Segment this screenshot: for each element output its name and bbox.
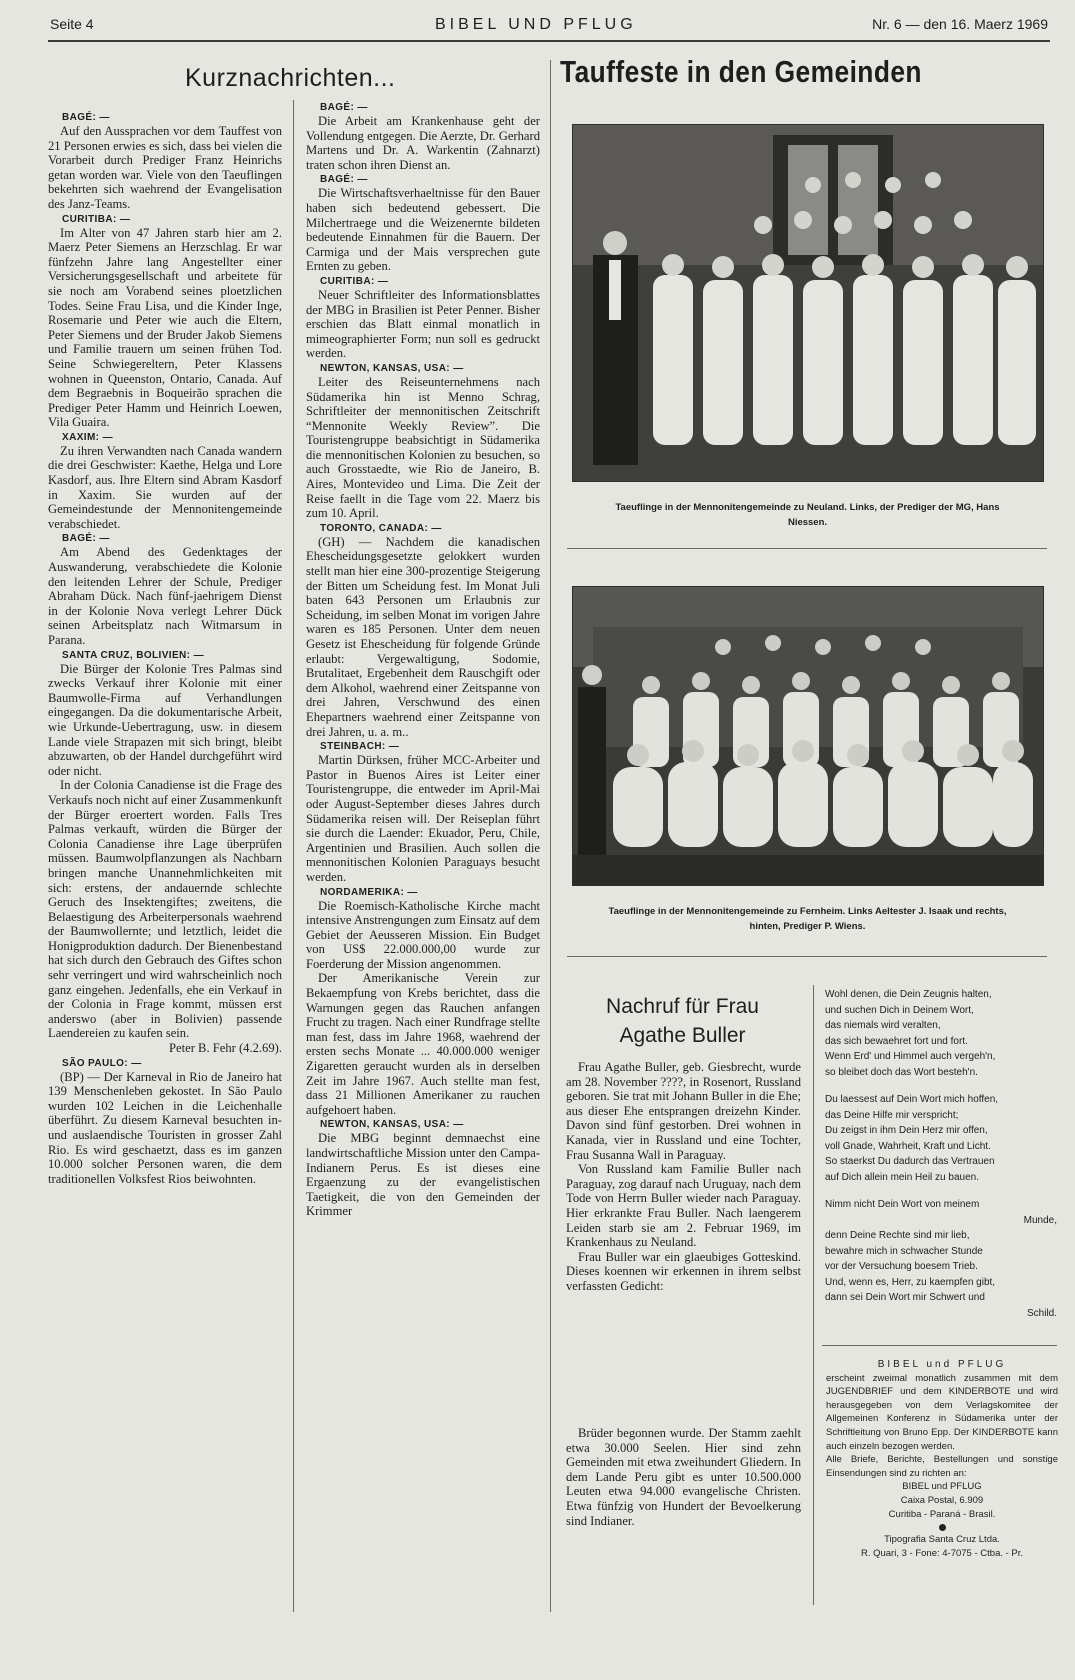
dateline: STEINBACH: — <box>320 741 400 753</box>
nachruf-poem <box>825 987 1057 1321</box>
bullet-dot-icon <box>939 1524 946 1531</box>
section-rule-2 <box>567 956 1047 957</box>
tauffeste-heading: Tauffeste in den Gemeinden <box>560 54 922 89</box>
impressum <box>826 1358 1058 1560</box>
column-divider-3 <box>813 985 814 1605</box>
news-paragraph: Zu ihren Verwandten nach Canada wandern die drei Geschwister: Kaethe, Helga und Lore Kasdorf, aus. Ihre Eltern sind Abram Kasdorf in Xaxim. Sie wurden auf der Gemeindestunde der Mennonitengemeinde verabschiedet. <box>48 443 282 531</box>
news-paragraph: Auf den Aussprachen vor dem Tauffest von 21 Personen erwies es sich, dass bei vielen die Vorarbeit durch Prediger Franz Heinrichs getan worden war. Viele von den Taeuflingen bekehrten sich waehrend der Evangelisation des Janz-Teams. <box>48 124 282 211</box>
news-paragraph: (GH) — Nachdem die kanadischen Ehescheidungsgesetzte gelokkert wurden stellt man hier eine 300-prozentige Steigerung der Bitten um Scheidung fest. Im Monat Juli baten 643 Personen um Erlaubnis zur Scheidung, im selben Monat im vorigen Jahre waren es 185 Personen. Unter dem neuen Gesetz ist Ehescheidung für folgende Gründe erlaubt: Vergewaltigung, Sodomie, Brutalitaet, Ergebenheit dem Rauschgift oder dem Alkohol, waehrend einer Zeitspanne von drei Jahren, Verschwund des einen Ehepartners waehrend einer Zeitspanne von drei Jahren, u. a. m.. <box>306 534 540 739</box>
column-divider-2 <box>550 60 551 1612</box>
news-paragraph: Die Wirtschaftsverhaeltnisse für den Bauer haben sich bedeutend gebessert. Die Milchertraege und die Weizenernte bildeten bedeutende Einnahmen für die Bauern. Der Carmiga und der Mais versprechen gute Ernten zu geben. <box>306 186 540 274</box>
news-paragraph: Leiter des Reiseunternehmens nach Südamerika hin ist Menno Schrag, Schriftleiter der mennonitischen Zeitschrift “Mennonite Weekly Review”. Die Touristengruppe beabsichtigt in Südamerika die mennonitischen Kolonien zu besuchen, so auch Grosstaedte, wie Rio de Janeiro, B. Aires, Montevideo und Lima. Die Zeit der Reise faellt in die Tage vom 22. Maerz bis zum 10. April. <box>306 374 540 521</box>
poem-line: Nimm nicht Dein Wort von meinem <box>825 1199 980 1210</box>
impressum-title: BIBEL und PFLUG <box>877 1359 1007 1370</box>
signature: Peter B. Fehr (4.2.69). <box>169 1041 282 1056</box>
dateline: NEWTON, KANSAS, USA: — <box>320 1119 464 1131</box>
news-column-1 <box>48 110 282 1186</box>
impressum-printer: Tipografia Santa Cruz Ltda. R. Quari, 3 - Fone: 4-7075 - Ctba. - Pr. <box>860 1534 1024 1559</box>
dateline: SANTA CRUZ, BOLIVIEN: — <box>62 649 204 661</box>
news-paragraph: Martin Dürksen, früher MCC-Arbeiter und Pastor in Buenos Aires ist Leiter einer Touristengruppe, die entweder im April-Mai oder August-September dieses Jahres durch Südamerika reisen will. Der Reiseplan führt sie durch die Laender: Ekuador, Peru, Chile, Argentinien und Brasilien. Auch sollen die mennonitischen Kolonien Paraguays besucht werden. <box>306 753 540 884</box>
poem-line: Schild. <box>1026 1307 1057 1319</box>
dateline: SÃO PAULO: — <box>62 1057 142 1069</box>
news-paragraph: (BP) — Der Karneval in Rio de Janeiro hat 139 Menschenleben gekostet. In São Paulo wurden 102 Leichen in die Leichenhalle überführt. Zu diesem Karneval besuchten in- und auslaendische Touristen in grosser Zahl Rio. Es wird geschaetzt, dass es im ganzen 10.000 solcher Personen waren, die dem traditionellen Volksfest Rios beiwohnten. <box>48 1069 282 1186</box>
news-paragraph: In der Colonia Canadiense ist die Frage des Verkaufs noch nicht auf einer Zusammenkunft der Bürger eroertert worden. Falls Tres Palmas verkauft, würden die Bürger der Colonia Canadiense ihre Lage überprüfen müssen. Baumwolpflanzungen als Nachbarn bringen manche Unannehmlichkeiten mit sich: erstens, der andauernde schlechte Geruch des Insektengiftes; zweitens, die Belaestigung des Arbeiterpersonals waehrend der Baumwollernte; und letztlich, leidet die Honigproduktion dadurch. Der Bienenbestand hat sich durch den Gebrauch des Giftes schon sehr verringert und wird wahrscheinlich noch ganz eingehen. Jedenfalls, ehe ein Verkauf in der Colonia in Frage kommt, müssen erst anderswo (aber in Bolivien) passende Laendereien zu kaufen sein. <box>48 778 282 1041</box>
dateline: BAGÉ: — <box>320 174 368 186</box>
photo-caption-neuland: Taeuflinge in der Mennonitengemeinde zu Neuland. Links, der Prediger der MG, Hans Niessen. <box>615 502 1000 528</box>
section-rule-1 <box>567 548 1047 549</box>
page-number: Seite 4 <box>50 16 94 32</box>
baptism-photo-neuland <box>572 124 1044 482</box>
page-header <box>50 10 1048 40</box>
masthead-title: BIBEL UND PFLUG <box>435 16 637 33</box>
dateline: BAGÉ: — <box>320 102 368 113</box>
nachruf-paragraph: Frau Buller war ein glaeubiges Gotteskind. Dieses koennen wir erkennen in ihrem selbst verfassten Gedicht: <box>566 1249 801 1293</box>
baptism-photo-fernheim <box>572 586 1044 886</box>
dateline: NORDAMERIKA: — <box>320 886 418 898</box>
news-paragraph: Die MBG beginnt demnaechst eine landwirtschaftliche Mission unter den Campa-Indianern Perus. Es ist dieses eine Ergaenzung zu der evangelistischen Taetigkeit, die von den Gemeinden der Krimmer <box>306 1131 540 1219</box>
peru-continuation-text <box>566 1426 801 1528</box>
nachruf-paragraph: Frau Agathe Buller, geb. Giesbrecht, wurde am 28. November ????, in Rosenort, Russland geboren. Sie trat mit Johann Buller in die Ehe; aus dieser Ehe entsprangen dreizehn Kinder. Davon sind fünf gestorben. Drei wohnen in Kanada, vier in Russland und eine Tochter, Frau Susanna Wall in Paraguay. <box>566 1060 801 1162</box>
news-paragraph: Die Roemisch-Katholische Kirche macht intensive Anstrengungen zum Einsatz auf dem Gebiet der Aeusseren Mission. Ein Budget von US$ 22.000.000,00 wurde zur Foerderung der Mission angenommen. <box>306 898 540 971</box>
poem-stanza: Du laessest auf Dein Wort mich hoffen, das Deine Hilfe mir verspricht; Du zeigst in ihm Dein Herz mir offen, voll Gnade, Wahrheit, Kraft und Licht. So staerkst Du dadurch das Vertrauen auf Dich allein mein Heil zu bauen. <box>825 1094 999 1183</box>
impressum-body: erscheint zweimal monatlich zusammen mit dem JUGENDBRIEF und dem KINDERBOTE und wird herausgegeben von dem Verlagskomitee der Allgemeinen Konferenz in Südamerika unter der Schriftleitung von Bruno Epp. Der KINDERBOTE kann auch einzeln bezogen werden. Alle Briefe, Berichte, Bestellungen und sonstige Einsendungen sind zu richten an: <box>826 1372 1058 1479</box>
news-paragraph: Am Abend des Gedenktages der Auswanderung, verabschiedete die Kolonie den leitenden Lehrer der Schule, Prediger Abraham Dück. Nach fünf-jaehrigem Dienst in der Kolonie Nova verlegt Lehrer Dück seinen Arbeitsplatz nach Witmarsum in Parana. <box>48 545 282 647</box>
dateline: CURITIBA: — <box>320 275 389 287</box>
poem-line: Munde, <box>1023 1214 1057 1226</box>
column-divider-1 <box>293 100 294 1612</box>
nachruf-heading: Nachruf für Frau Agathe Buller <box>606 995 759 1047</box>
nachruf-text <box>566 1060 801 1294</box>
news-paragraph: Im Alter von 47 Jahren starb hier am 2. Maerz Peter Siemens an Herzschlag. Er war fünfzehn Jahre lang Angestellter einer Versicherungsgesellschaft und arbeitete für sie noch am Vorabend seines ploetzlichen Todes. Seine Frau Lisa, und die Kinder Inge, Rosemarie und Peter wie auch die Eltern, Peter Siemens und der Bruder Jakob Siemens und Familie trauern um seinen frühen Tod. Seine Schwiegereltern, Peter Klassens wohnen in Queenston, Ontario, Canada. Auf dem Begraebnis in Boqueirão sprachen die Prediger Peter Hamm und Heinrich Loewen, Vila Guaira. <box>48 225 282 430</box>
news-paragraph: Die Arbeit am Krankenhause geht der Vollendung entgegen. Die Aerzte, Dr. Gerhard Martens und Dr. A. Warkentin (Zahnarzt) traten schon ihren Dienst an. <box>306 114 540 172</box>
news-paragraph: Die Bürger der Kolonie Tres Palmas sind zwecks Verkauf ihrer Kolonie mit einer Baumwolle-Firma auf Verhandlungen eingegangen. Da die dokumentarische Arbeit, wie Urkunde-Uebertragung, usw. in diesem Lande viele Strapazen mit sich bringt, bleibt abzuwarten, ob der Handel durchgeführt wird oder nicht. <box>48 661 282 778</box>
news-column-2 <box>306 100 540 1219</box>
dateline: NEWTON, KANSAS, USA: — <box>320 362 464 374</box>
photo-caption-fernheim: Taeuflinge in der Mennonitengemeinde zu Fernheim. Links Aeltester J. Isaak und rechts, hinten, Prediger P. Wiens. <box>608 906 1007 932</box>
impressum-rule <box>822 1345 1057 1346</box>
poem-stanza: denn Deine Rechte sind mir lieb, bewahre mich in schwacher Stunde vor der Versuchung boesem Trieb. Und, wenn es, Herr, zu kaempfen gibt, dann sei Dein Wort mir Schwert und <box>825 1230 996 1303</box>
peru-paragraph: Brüder begonnen wurde. Der Stamm zaehlt etwa 30.000 Seelen. Hier sind zehn Gemeinden mit etwa zweihundert Gliedern. In dem Lande Peru gibt es unter 10.500.000 Leuten etwa 94.000 evangelische Christen. Etwa fünfzig von Hundert der Bevoelkerung sind Indianer. <box>566 1426 801 1528</box>
header-rule <box>48 40 1050 42</box>
dateline: BAGÉ: — <box>62 533 110 545</box>
dateline: TORONTO, CANADA: — <box>320 522 442 534</box>
news-paragraph: Neuer Schriftleiter des Informationsblattes der MBG in Brasilien ist Peter Penner. Bisher erschien das Blatt einmal monatlich in mimeographierter Form; nun soll es gedruckt werden. <box>306 287 540 361</box>
issue-date: Nr. 6 — den 16. Maerz 1969 <box>872 16 1048 32</box>
dateline: XAXIM: — <box>62 431 113 443</box>
news-paragraph: Der Amerikanische Verein zur Bekaempfung von Krebs berichtet, dass die Warnungen gegen das Rauchen anfangen Frucht zu tragen. Nach einer Rundfrage stellte man fest, dass im Jahre 1968, waehrend der ersten sechs Monate ... 40.000.000 weniger Zigaretten geraucht wurden als in derselben Zeit im Jahre 1967. Auch stellte man fest, dass 21 Millionen Amerikaner zu rauchen aufgehoert haben. <box>306 971 540 1117</box>
impressum-address: BIBEL und PFLUG Caixa Postal, 6.909 Curitiba - Paraná - Brasil. <box>888 1481 996 1520</box>
dateline: CURITIBA: — <box>62 213 131 225</box>
dateline: BAGÉ: — <box>62 112 110 123</box>
nachruf-paragraph: Von Russland kam Familie Buller nach Paraguay, zog darauf nach Uruguay, nach dem Tode von Herrn Buller wieder nach Paraguay. Hier erkrankte Frau Buller. Nach laengerem Leiden starb sie am 2. Februar 1969, im Krankenhaus zu Neuland. <box>566 1162 801 1250</box>
kurznachrichten-heading: Kurznachrichten... <box>185 64 396 92</box>
poem-stanza: Wohl denen, die Dein Zeugnis halten, und suchen Dich in Deinem Wort, das niemals wird veralten, das sich bewaehret fort und fort. Wenn Erd' und Himmel auch vergeh'n, so bleibet doch das Wort besteh'n. <box>825 989 996 1078</box>
